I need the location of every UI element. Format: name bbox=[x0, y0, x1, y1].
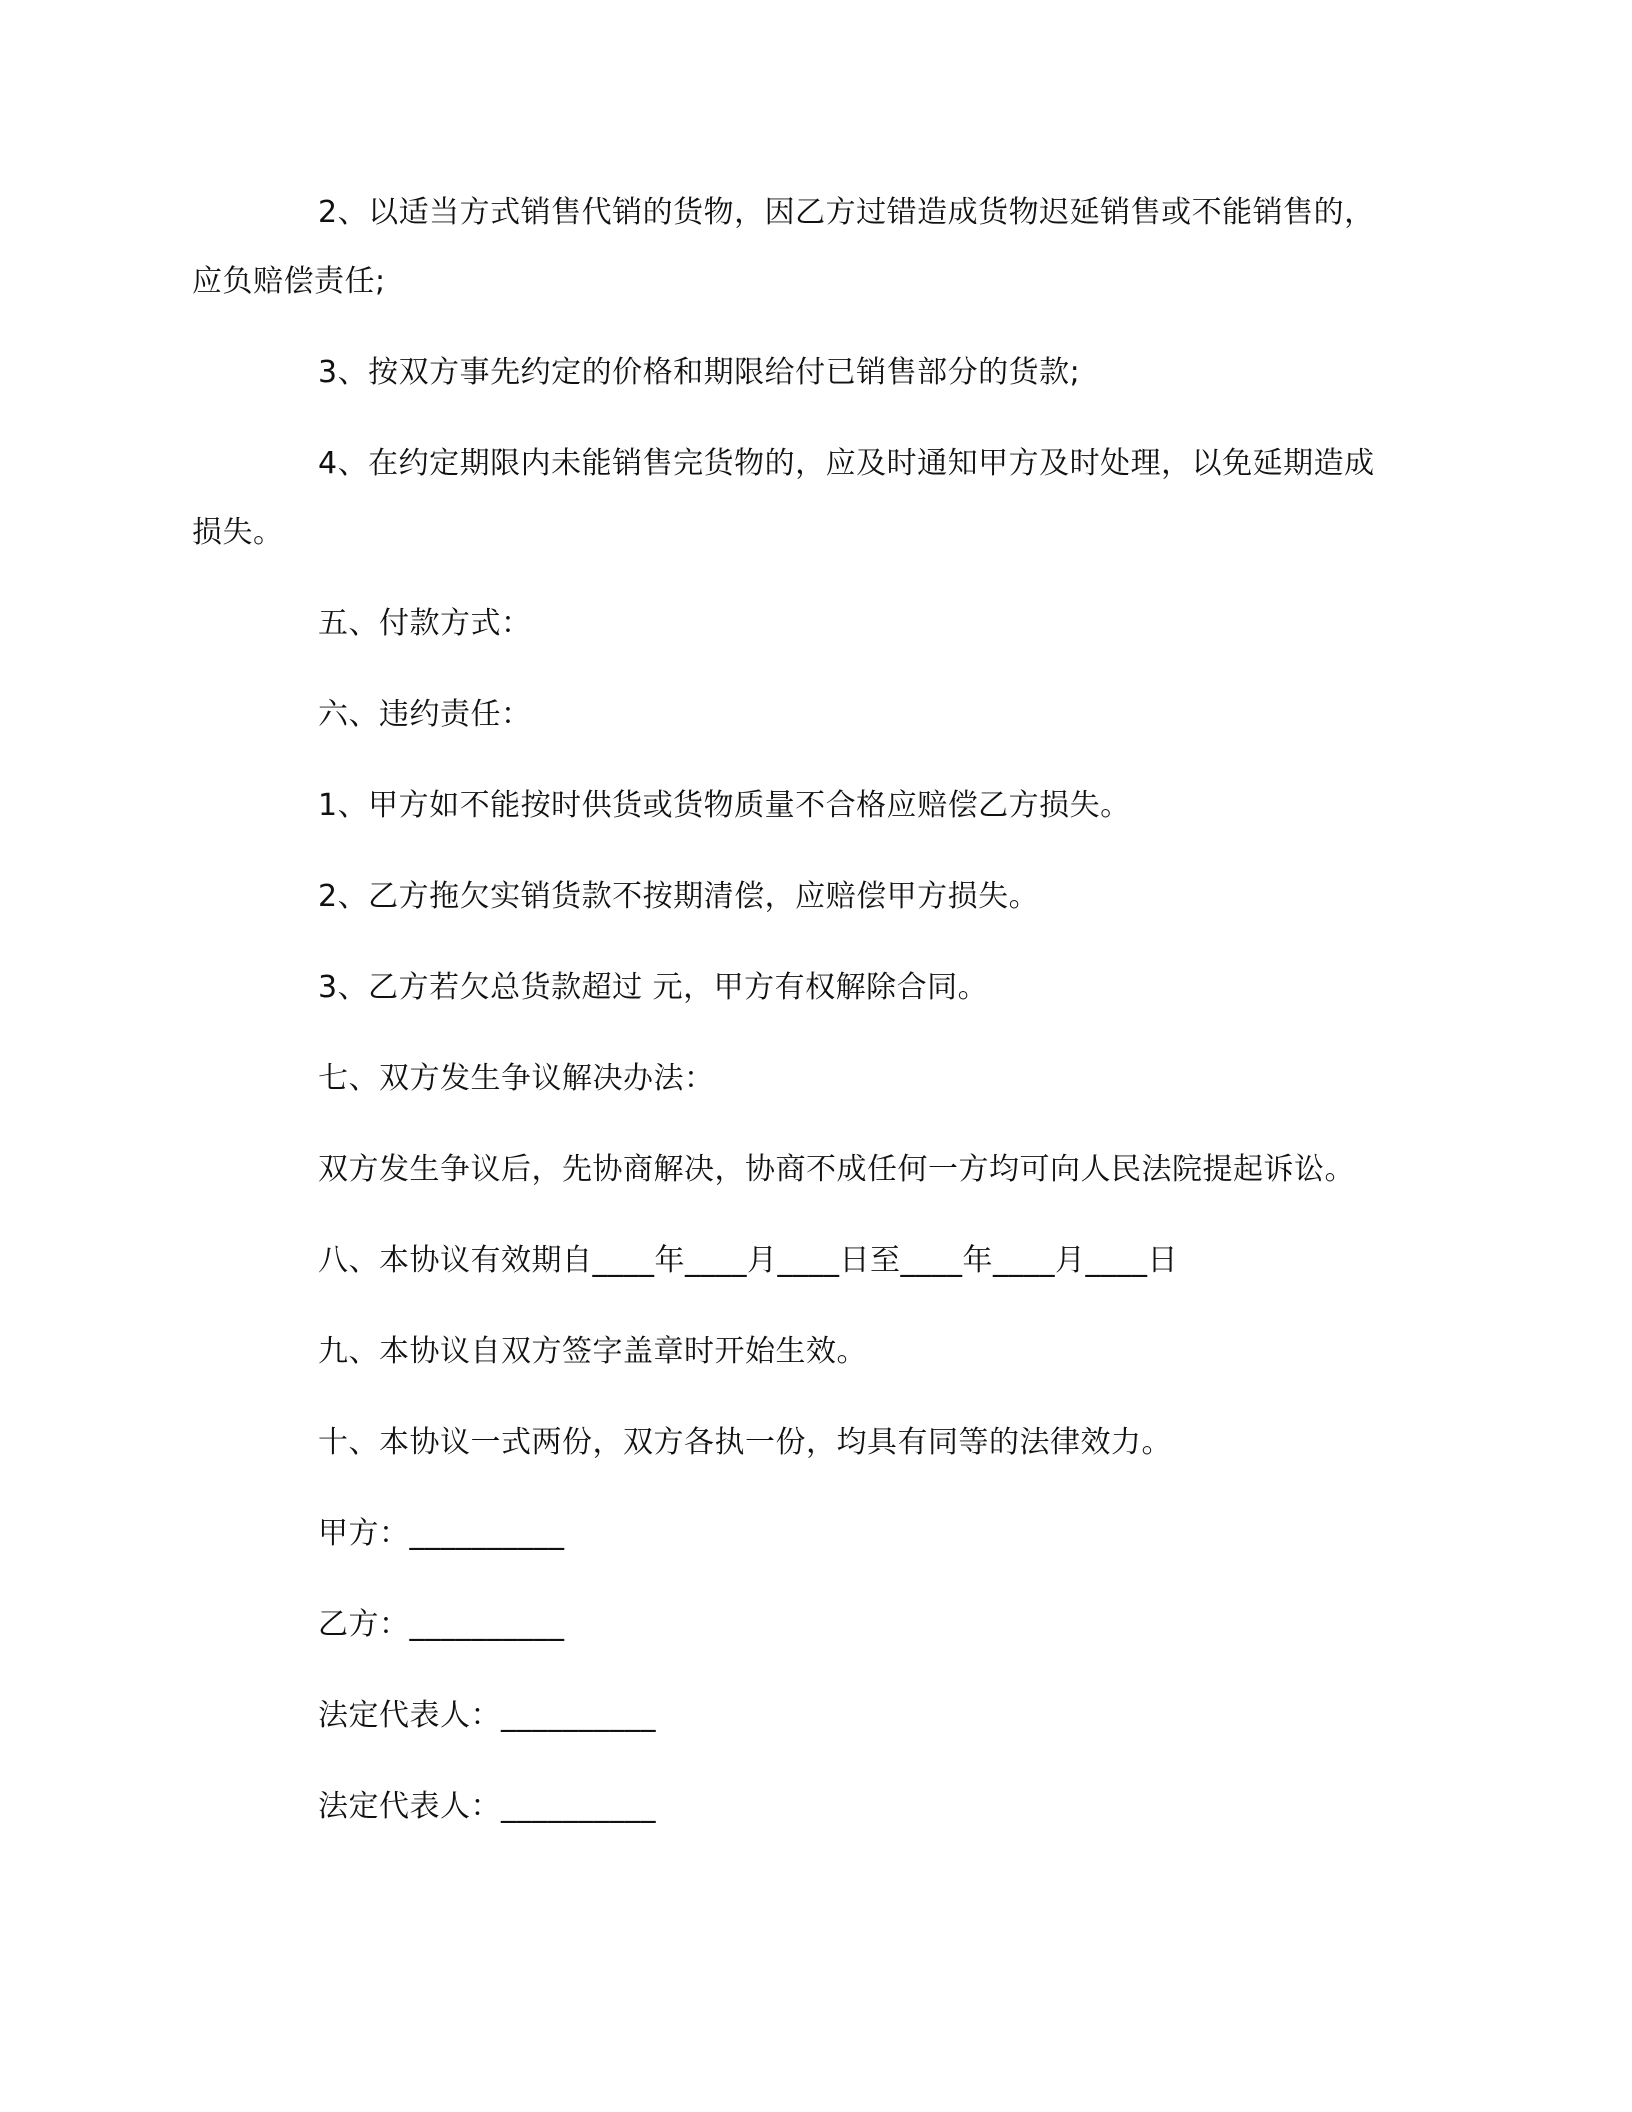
clause-7-text: 双方发生争议后，先协商解决，协商不成任何一方均可向人民法院提起诉讼。 bbox=[318, 1152, 1355, 1187]
section-5-heading: 五、付款方式： bbox=[318, 606, 532, 641]
section-7-heading: 七、双方发生争议解决办法： bbox=[318, 1061, 715, 1096]
clause-6-item-2: 2、乙方拖欠实销货款不按期清偿，应赔偿甲方损失。 bbox=[318, 879, 1040, 914]
legal-representative-1: 法定代表人：__________ bbox=[318, 1698, 656, 1733]
clause-4-item-2-line-2: 应负赔偿责任; bbox=[192, 264, 386, 299]
clause-4-item-4-line-2: 损失。 bbox=[192, 515, 284, 550]
section-6-heading: 六、违约责任： bbox=[318, 697, 532, 732]
clause-4-item-4-line-1: 4、在约定期限内未能销售完货物的，应及时通知甲方及时处理，以免延期造成 bbox=[318, 446, 1375, 481]
clause-6-item-1: 1、甲方如不能按时供货或货物质量不合格应赔偿乙方损失。 bbox=[318, 788, 1131, 823]
party-a-signature: 甲方：__________ bbox=[318, 1516, 565, 1551]
party-b-signature: 乙方：__________ bbox=[318, 1607, 565, 1642]
clause-4-item-2-line-1: 2、以适当方式销售代销的货物，因乙方过错造成货物迟延销售或不能销售的， bbox=[318, 195, 1375, 230]
section-10-copies: 十、本协议一式两份，双方各执一份，均具有同等的法律效力。 bbox=[318, 1425, 1172, 1460]
section-8-validity: 八、本协议有效期自____年____月____日至____年____月____日 bbox=[318, 1243, 1178, 1278]
legal-representative-2: 法定代表人：__________ bbox=[318, 1789, 656, 1824]
section-9-effect: 九、本协议自双方签字盖章时开始生效。 bbox=[318, 1334, 867, 1369]
clause-6-item-3: 3、乙方若欠总货款超过 元，甲方有权解除合同。 bbox=[318, 970, 989, 1005]
clause-4-item-3: 3、按双方事先约定的价格和期限给付已销售部分的货款; bbox=[318, 355, 1081, 390]
